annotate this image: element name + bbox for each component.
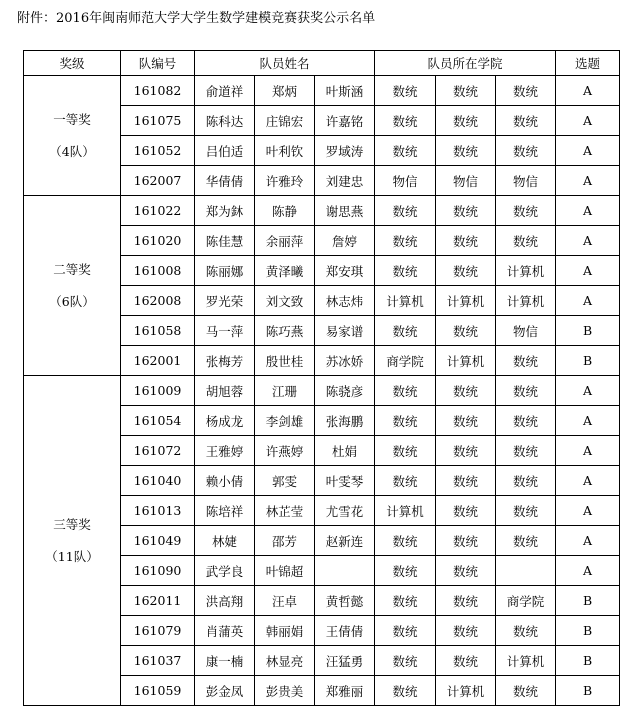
- member-name-cell: 苏冰娇: [315, 346, 375, 376]
- member-name-cell: 肖蒲英: [195, 616, 255, 646]
- table-header: [24, 51, 620, 76]
- college-cell: 计算机: [496, 646, 556, 676]
- award-level-name: 二等奖: [53, 261, 91, 277]
- college-cell: 数统: [496, 196, 556, 226]
- member-name-cell: 谢思燕: [315, 196, 375, 226]
- award-level-cell: [24, 196, 121, 376]
- college-cell: 数统: [375, 586, 436, 616]
- member-name-cell: 陈静: [255, 196, 315, 226]
- team-id-cell: 161059: [121, 676, 195, 706]
- college-cell: 数统: [375, 316, 436, 346]
- college-cell: 数统: [496, 226, 556, 256]
- header-members: 队员姓名: [195, 51, 375, 76]
- header-level: 奖级: [24, 51, 121, 76]
- member-name-cell: 叶利钦: [255, 136, 315, 166]
- team-id-cell: 161049: [121, 526, 195, 556]
- member-name-cell: 尤雪花: [315, 496, 375, 526]
- team-id-cell: 161009: [121, 376, 195, 406]
- college-cell: 数统: [436, 586, 496, 616]
- member-name-cell: 叶锦超: [255, 556, 315, 586]
- member-name-cell: 王倩倩: [315, 616, 375, 646]
- college-cell: 计算机: [496, 256, 556, 286]
- college-cell: [496, 556, 556, 586]
- college-cell: 数统: [496, 676, 556, 706]
- college-cell: 数统: [436, 106, 496, 136]
- table-row: [24, 376, 620, 406]
- member-name-cell: 许燕婷: [255, 436, 315, 466]
- college-cell: 数统: [496, 376, 556, 406]
- member-name-cell: 赖小倩: [195, 466, 255, 496]
- member-name-cell: 刘文致: [255, 286, 315, 316]
- table-row: [24, 196, 620, 226]
- college-cell: 数统: [375, 406, 436, 436]
- member-name-cell: 黄泽曦: [255, 256, 315, 286]
- member-name-cell: 李剑雄: [255, 406, 315, 436]
- member-name-cell: 陈佳慧: [195, 226, 255, 256]
- college-cell: 数统: [496, 106, 556, 136]
- member-name-cell: 汪猛勇: [315, 646, 375, 676]
- college-cell: 数统: [496, 496, 556, 526]
- award-team-count: （4队）: [49, 143, 95, 159]
- header-college: 队员所在学院: [375, 51, 556, 76]
- problem-cell: A: [556, 436, 620, 466]
- college-cell: 计算机: [375, 286, 436, 316]
- problem-cell: A: [556, 376, 620, 406]
- member-name-cell: 刘建忠: [315, 166, 375, 196]
- member-name-cell: 殷世桂: [255, 346, 315, 376]
- problem-cell: A: [556, 466, 620, 496]
- member-name-cell: 张海鹏: [315, 406, 375, 436]
- team-id-cell: 161082: [121, 76, 195, 106]
- college-cell: 数统: [436, 196, 496, 226]
- member-name-cell: 许雅玲: [255, 166, 315, 196]
- problem-cell: B: [556, 346, 620, 376]
- table-body: [24, 76, 620, 706]
- college-cell: 计算机: [436, 346, 496, 376]
- college-cell: 计算机: [436, 286, 496, 316]
- problem-cell: A: [556, 496, 620, 526]
- college-cell: 计算机: [436, 676, 496, 706]
- college-cell: 数统: [496, 406, 556, 436]
- college-cell: 数统: [496, 136, 556, 166]
- award-level-name: 一等奖: [53, 111, 91, 127]
- college-cell: 数统: [375, 196, 436, 226]
- college-cell: 数统: [375, 556, 436, 586]
- team-id-cell: 162011: [121, 586, 195, 616]
- college-cell: 数统: [436, 76, 496, 106]
- team-id-cell: 161040: [121, 466, 195, 496]
- college-cell: 数统: [375, 466, 436, 496]
- award-team-count: （11队）: [45, 548, 99, 564]
- college-cell: 数统: [375, 676, 436, 706]
- college-cell: 数统: [496, 526, 556, 556]
- college-cell: 数统: [436, 526, 496, 556]
- member-name-cell: 庄锦宏: [255, 106, 315, 136]
- college-cell: 数统: [375, 376, 436, 406]
- member-name-cell: 余丽萍: [255, 226, 315, 256]
- college-cell: 数统: [496, 346, 556, 376]
- member-name-cell: [315, 556, 375, 586]
- college-cell: 数统: [436, 376, 496, 406]
- college-cell: 数统: [436, 646, 496, 676]
- member-name-cell: 郑炳: [255, 76, 315, 106]
- member-name-cell: 华倩倩: [195, 166, 255, 196]
- member-name-cell: 康一楠: [195, 646, 255, 676]
- team-id-cell: 161054: [121, 406, 195, 436]
- member-name-cell: 马一萍: [195, 316, 255, 346]
- college-cell: 数统: [436, 436, 496, 466]
- team-id-cell: 161079: [121, 616, 195, 646]
- college-cell: 计算机: [375, 496, 436, 526]
- member-name-cell: 吕伯适: [195, 136, 255, 166]
- team-id-cell: 161037: [121, 646, 195, 676]
- problem-cell: A: [556, 196, 620, 226]
- member-name-cell: 叶斯涵: [315, 76, 375, 106]
- college-cell: 物信: [375, 166, 436, 196]
- award-team-count: （6队）: [49, 293, 95, 309]
- award-level-cell: [24, 376, 121, 706]
- college-cell: 商学院: [496, 586, 556, 616]
- college-cell: 数统: [436, 226, 496, 256]
- member-name-cell: 陈科达: [195, 106, 255, 136]
- header-team-id: 队编号: [121, 51, 195, 76]
- member-name-cell: 陈巧燕: [255, 316, 315, 346]
- college-cell: 数统: [436, 496, 496, 526]
- member-name-cell: 张梅芳: [195, 346, 255, 376]
- team-id-cell: 161090: [121, 556, 195, 586]
- member-name-cell: 武学良: [195, 556, 255, 586]
- member-name-cell: 林婕: [195, 526, 255, 556]
- award-level-cell: [24, 76, 121, 196]
- member-name-cell: 郑安琪: [315, 256, 375, 286]
- member-name-cell: 郭雯: [255, 466, 315, 496]
- team-id-cell: 161052: [121, 136, 195, 166]
- member-name-cell: 洪高翔: [195, 586, 255, 616]
- problem-cell: A: [556, 406, 620, 436]
- member-name-cell: 邵芳: [255, 526, 315, 556]
- problem-cell: B: [556, 676, 620, 706]
- college-cell: 数统: [436, 466, 496, 496]
- member-name-cell: 彭贵美: [255, 676, 315, 706]
- team-id-cell: 162001: [121, 346, 195, 376]
- problem-cell: B: [556, 586, 620, 616]
- college-cell: 数统: [375, 256, 436, 286]
- member-name-cell: 赵新连: [315, 526, 375, 556]
- team-id-cell: 161058: [121, 316, 195, 346]
- member-name-cell: 陈丽娜: [195, 256, 255, 286]
- college-cell: 数统: [496, 616, 556, 646]
- member-name-cell: 林芷莹: [255, 496, 315, 526]
- college-cell: 数统: [375, 136, 436, 166]
- college-cell: 数统: [496, 466, 556, 496]
- college-cell: 数统: [375, 106, 436, 136]
- member-name-cell: 郑雅丽: [315, 676, 375, 706]
- college-cell: 数统: [375, 76, 436, 106]
- page-title: 附件：2016年闽南师范大学大学生数学建模竞赛获奖公示名单: [17, 11, 376, 26]
- college-cell: 数统: [436, 406, 496, 436]
- team-id-cell: 162008: [121, 286, 195, 316]
- award-table: [23, 50, 620, 706]
- college-cell: 数统: [375, 226, 436, 256]
- member-name-cell: 黄哲懿: [315, 586, 375, 616]
- college-cell: 物信: [496, 166, 556, 196]
- member-name-cell: 叶雯琴: [315, 466, 375, 496]
- problem-cell: A: [556, 526, 620, 556]
- problem-cell: A: [556, 256, 620, 286]
- college-cell: 数统: [436, 256, 496, 286]
- header-problem: 选题: [556, 51, 620, 76]
- member-name-cell: 罗光荣: [195, 286, 255, 316]
- college-cell: 数统: [375, 526, 436, 556]
- member-name-cell: 韩丽娟: [255, 616, 315, 646]
- member-name-cell: 郑为鈢: [195, 196, 255, 226]
- member-name-cell: 罗域涛: [315, 136, 375, 166]
- member-name-cell: 俞道祥: [195, 76, 255, 106]
- member-name-cell: 林显亮: [255, 646, 315, 676]
- team-id-cell: 161075: [121, 106, 195, 136]
- member-name-cell: 易家谱: [315, 316, 375, 346]
- member-name-cell: 王雅婷: [195, 436, 255, 466]
- problem-cell: B: [556, 316, 620, 346]
- member-name-cell: 詹婷: [315, 226, 375, 256]
- college-cell: 数统: [375, 616, 436, 646]
- team-id-cell: 161008: [121, 256, 195, 286]
- college-cell: 商学院: [375, 346, 436, 376]
- college-cell: 物信: [496, 316, 556, 346]
- member-name-cell: 杜娟: [315, 436, 375, 466]
- team-id-cell: 161072: [121, 436, 195, 466]
- college-cell: 数统: [496, 76, 556, 106]
- member-name-cell: 陈培祥: [195, 496, 255, 526]
- problem-cell: B: [556, 616, 620, 646]
- member-name-cell: 陈骁彦: [315, 376, 375, 406]
- college-cell: 物信: [436, 166, 496, 196]
- member-name-cell: 林志炜: [315, 286, 375, 316]
- team-id-cell: 161020: [121, 226, 195, 256]
- award-level-name: 三等奖: [53, 516, 91, 532]
- member-name-cell: 彭金凤: [195, 676, 255, 706]
- problem-cell: A: [556, 226, 620, 256]
- problem-cell: A: [556, 136, 620, 166]
- problem-cell: A: [556, 166, 620, 196]
- college-cell: 数统: [436, 556, 496, 586]
- college-cell: 数统: [375, 646, 436, 676]
- problem-cell: A: [556, 286, 620, 316]
- college-cell: 数统: [436, 136, 496, 166]
- college-cell: 数统: [496, 436, 556, 466]
- team-id-cell: 162007: [121, 166, 195, 196]
- problem-cell: A: [556, 106, 620, 136]
- college-cell: 数统: [436, 316, 496, 346]
- member-name-cell: 许嘉铭: [315, 106, 375, 136]
- college-cell: 数统: [375, 436, 436, 466]
- member-name-cell: 汪卓: [255, 586, 315, 616]
- team-id-cell: 161013: [121, 496, 195, 526]
- problem-cell: B: [556, 646, 620, 676]
- problem-cell: A: [556, 76, 620, 106]
- college-cell: 数统: [436, 616, 496, 646]
- table-row: [24, 76, 620, 106]
- member-name-cell: 胡旭蓉: [195, 376, 255, 406]
- member-name-cell: 江珊: [255, 376, 315, 406]
- team-id-cell: 161022: [121, 196, 195, 226]
- problem-cell: A: [556, 556, 620, 586]
- college-cell: 计算机: [496, 286, 556, 316]
- member-name-cell: 杨成龙: [195, 406, 255, 436]
